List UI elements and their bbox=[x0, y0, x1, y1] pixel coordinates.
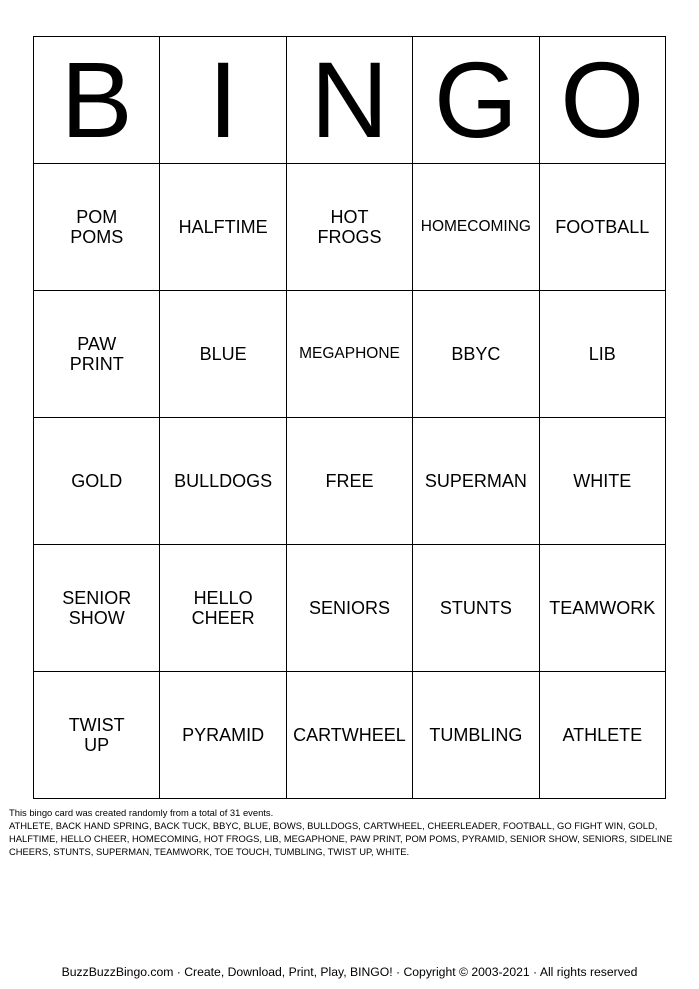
bingo-cell-text: PAW PRINT bbox=[69, 334, 124, 374]
bingo-cell-text: HOMECOMING bbox=[420, 218, 531, 235]
header-letter-n: N bbox=[286, 37, 412, 164]
bingo-cell-text: SENIORS bbox=[308, 598, 390, 618]
bingo-cell-text: BULLDOGS bbox=[174, 471, 273, 491]
bingo-cell bbox=[286, 291, 412, 418]
bingo-cell bbox=[539, 545, 665, 672]
event-list: ATHLETE, BACK HAND SPRING, BACK TUCK, BBYC, BLUE, BOWS, BULLDOGS, CARTWHEEL, CHEERLEADER, FOOTBALL, GO FIGHT WIN, GOLD, HALFTIME, HELLO CHEER, HOMECOMING, HOT FROGS, LIB, MEGAPHONE, PAW PRINT, POM POMS, PYRAMID, SENIOR SHOW, SENIORS, SIDELINE CHEERS, STUNTS, SUPERMAN, TEAMWORK, TOE TOUCH, TUMBLING, TWIST UP, WHITE. bbox=[9, 820, 673, 857]
event-list-note bbox=[9, 806, 691, 858]
bingo-row bbox=[34, 418, 666, 545]
bingo-cell bbox=[34, 164, 160, 291]
header-letter-i: I bbox=[160, 37, 286, 164]
bingo-cell bbox=[413, 164, 539, 291]
bingo-cell-text: BBYC bbox=[451, 344, 501, 364]
bingo-cell-text: MEGAPHONE bbox=[299, 345, 400, 362]
bingo-cell bbox=[160, 672, 286, 799]
bingo-cell-text: HOT FROGS bbox=[317, 207, 382, 247]
bingo-cell-text: HELLO CHEER bbox=[191, 588, 255, 628]
bingo-card bbox=[33, 36, 666, 799]
site-footer: BuzzBuzzBingo.com · Create, Download, Print, Play, BINGO! · Copyright © 2003-2021 · All rights reserved bbox=[61, 965, 638, 979]
bingo-cell-text: LIB bbox=[588, 344, 616, 364]
bingo-cell bbox=[286, 672, 412, 799]
bingo-cell bbox=[160, 291, 286, 418]
bingo-cell-text: ATHLETE bbox=[562, 725, 643, 745]
bingo-cell-text: TUMBLING bbox=[429, 725, 523, 745]
bingo-cell bbox=[286, 164, 412, 291]
bingo-cell-text: GOLD bbox=[71, 471, 123, 491]
bingo-row bbox=[34, 545, 666, 672]
bingo-row bbox=[34, 164, 666, 291]
bingo-cell bbox=[539, 418, 665, 545]
bingo-cell bbox=[160, 418, 286, 545]
bingo-cell-text: FOOTBALL bbox=[555, 217, 650, 237]
event-list-intro: This bingo card was created randomly from a total of 31 events. bbox=[9, 807, 274, 818]
bingo-cell bbox=[160, 164, 286, 291]
bingo-cell-text: CARTWHEEL bbox=[293, 725, 406, 745]
bingo-cell-text: WHITE bbox=[573, 471, 632, 491]
bingo-cell-text: HALFTIME bbox=[178, 217, 268, 237]
header-letter-b: B bbox=[34, 37, 160, 164]
bingo-cell bbox=[286, 545, 412, 672]
bingo-cell bbox=[413, 545, 539, 672]
bingo-cell bbox=[413, 291, 539, 418]
bingo-cell bbox=[539, 164, 665, 291]
bingo-cell-text: SUPERMAN bbox=[424, 471, 527, 491]
bingo-cell bbox=[34, 291, 160, 418]
bingo-cell bbox=[413, 672, 539, 799]
bingo-cell-text: POM POMS bbox=[70, 207, 124, 247]
bingo-cell bbox=[539, 672, 665, 799]
bingo-cell-text: TEAMWORK bbox=[549, 598, 656, 618]
bingo-cell-text: SENIOR SHOW bbox=[62, 588, 132, 628]
bingo-cell-text: STUNTS bbox=[439, 598, 512, 618]
bingo-row bbox=[34, 672, 666, 799]
bingo-cell bbox=[413, 418, 539, 545]
header-letter-o: O bbox=[539, 37, 665, 164]
bingo-cell bbox=[160, 545, 286, 672]
bingo-cell bbox=[34, 418, 160, 545]
bingo-row bbox=[34, 291, 666, 418]
bingo-header-row bbox=[34, 37, 666, 164]
bingo-cell-text: BLUE bbox=[199, 344, 247, 364]
header-letter-g: G bbox=[413, 37, 539, 164]
bingo-free-space bbox=[286, 418, 412, 545]
bingo-cell-text: FREE bbox=[325, 471, 374, 491]
bingo-cell bbox=[34, 672, 160, 799]
bingo-cell bbox=[34, 545, 160, 672]
bingo-cell-text: PYRAMID bbox=[182, 725, 265, 745]
bingo-cell-text: TWIST UP bbox=[68, 715, 125, 755]
bingo-cell bbox=[539, 291, 665, 418]
